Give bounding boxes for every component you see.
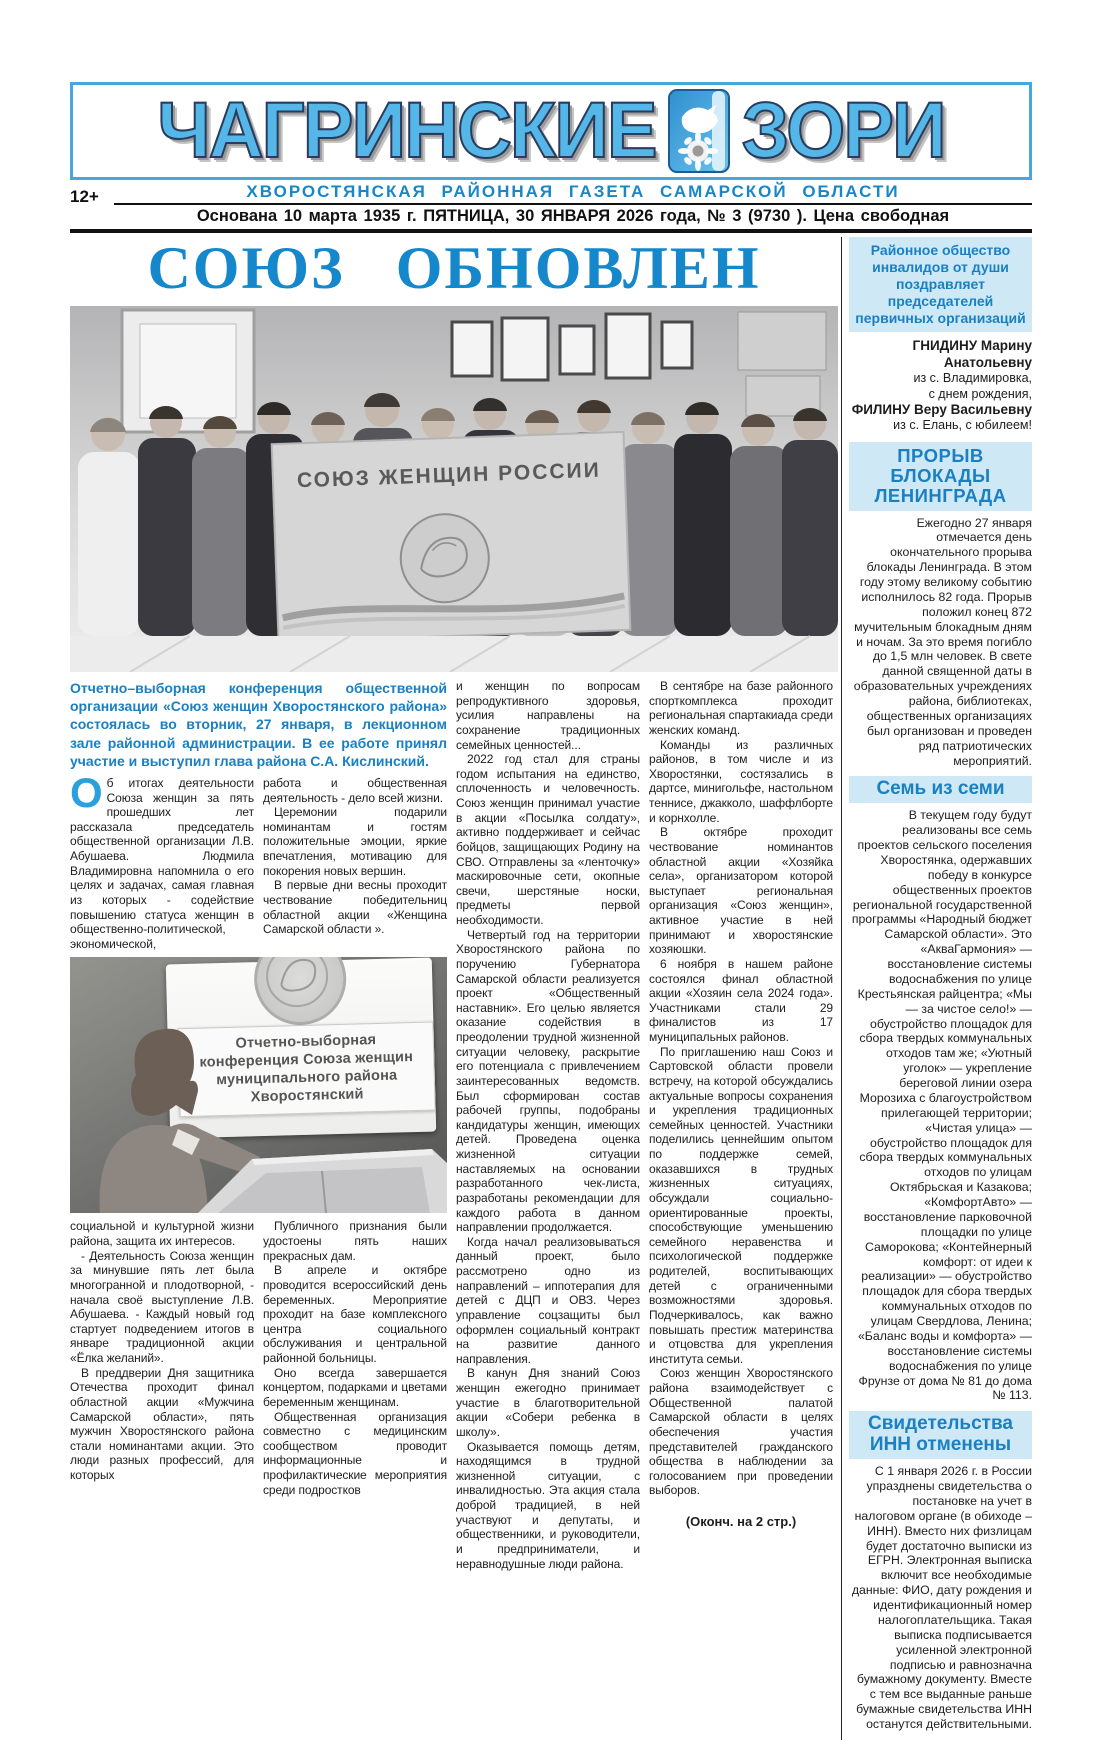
inn-article-body: С 1 января 2026 г. в России упразднены свидетельства о постановке на учет в налоговом органе (в обиходе – ИНН). Вместо них физлицам будет достаточно выписки из ЕГРН. Электронная выписка включит все необходимые данные: ФИО, дату рождения и идентификационный номер налогоплательщика. Такая выписка подписывается усиленной электронной подписью и равнозначна бумажному документу. Вместе с тем все выданные раньше бумажные свидетельства ИНН останутся действительными. — [851, 1464, 1032, 1731]
inn-article-title: Свидетельства ИНН отменены — [849, 1411, 1032, 1459]
dateline: Основана 10 марта 1935 г. ПЯТНИЦА, 30 ЯНВАРЯ 2026 года, № 3 (9730 ). Цена свободная — [196, 207, 950, 225]
article-headline: СОЮЗ ОБНОВЛЕН — [147, 235, 761, 301]
paragraph: По приглашению наш Союз и Сартовской области провели встречу, на которой обсуждались актуальные вопросы сохранения и укрепления традиционных семейных ценностей. Участники поделились ценнейшим опытом по поддержке семей, оказавшихся в трудных жизненных ситуациях, обсуждали социально-ориентированные проекты, способствующие уменьшению семейного неравенства и психологической поддержке родителей, воспитывающих детей с ограниченными возможностями здоровья. Подчеркивалось, как важно повышать престиж материнства и отцовства для укрепления института семьи. — [649, 1044, 833, 1366]
congrats-box-title: Районное общество инвалидов от души поздравляет председателей первичных организаций — [849, 237, 1032, 332]
dropcap: О — [70, 768, 103, 816]
paragraph: В октябре проходит чествование номинантов областной акции «Хозяйка села», организатором которой выступает региональная организация «Союз женщин», активное участие в ней принимают и хворостянские хозяюшки. — [649, 825, 833, 957]
paragraph: б итогах деятельности Союза женщин за пять прошедших лет рассказала председатель общественной организации Л.В. Абушаева. Людмила Владимировна напомнила о его целях и задачах, самая главная из которых - содействие повышению статуса женщин в общественно-политической, экономической, — [70, 775, 254, 951]
congrats-name: ГНИДИНУ Марину Анатольевну — [912, 338, 1032, 370]
newspaper-front-page — [70, 82, 1032, 1740]
column-1-bottom — [70, 1219, 254, 1497]
paragraph: - Деятельность Союза женщин за минувшие пять лет была многогранной и плодотворной, - начала своё выступление Л.В. Абушаева. - Каждый новый год стартует подведением итогов в январе традиционной акции «Ёлка желаний». — [70, 1248, 254, 1366]
seven-article-body: В текущем году будут реализованы все семь проектов сельского поселения Хворостянка, одержавших победу в конкурсе общественных проектов региональной государственной программы «Народный бюджет Самарской области». Это «АкваГармония» — восстановление системы водоснабжения по улице Крестьянская райцентра; «Мы — за чистое село!» — обустройство площадок для сбора твердых коммунальных отходов там же; «Уютный уголок» — укрепление береговой линии озера Морозиха с благоустройством прилегающей территории; «Чистая улица» — обустройство площадок для сбора твердых коммунальных отходов по улицам Октябрьская и Казакова; «КомфортАвто» — восстановление парковочной площадки по улице Саморокова; «Контейнерный комфорт: от идеи к реализации» — обустройство площадок для сбора твердых коммунальных отходов по улицам Свердлова, Ленина; «Баланс воды и комфорта» — восстановление системы водоснабжения по улице Фрунзе от дома № 81 до дома № 113. — [851, 808, 1032, 1403]
masthead-title-right: ЗОРИ — [741, 86, 945, 175]
congrats-detail: из с. Елань, с юбилеем! — [893, 418, 1032, 433]
masthead-title-left: ЧАГРИНСКИЕ — [157, 86, 656, 175]
article-lead: Отчетно–выборная конференция общественной организации «Союз женщин Хворостянского района» состоялась во вторник, 27 января, в лекционном зале районной администрации. В ее работе принял участие и выступил глава района С.А. Кислинский. — [70, 680, 447, 769]
continuation-note: (Оконч. на 2 стр.) — [685, 1514, 797, 1529]
paragraph: 2022 год стал для страны годом испытания на единство, сплоченность и человечность. Союз женщин принимал участие в акции «Посылка солдату», активно поддерживает и сейчас бойцов, защищающих Родину на СВО. Отправлены за «ленточку» маскировочные сети, окопные свечи, шерстяные носки, предметы первой необходимости. — [456, 752, 640, 927]
paragraph: В сентябре на базе районного спорткомплекса проходит региональная спартакиада среди женских команд. — [649, 679, 833, 737]
paragraph: работа и общественная деятельность - дело всей жизни. — [263, 775, 447, 805]
seven-article-title: Семь из семи — [849, 776, 1032, 803]
congrats-list — [849, 338, 1032, 433]
masthead — [70, 82, 1032, 180]
screen-title: Отчетно-выборная конференция Союза женщин муниципального района Хворостянский — [177, 1022, 435, 1117]
congrats-detail: из с. Владимировка, — [913, 371, 1032, 386]
column-1-top — [70, 768, 254, 952]
paragraph: Четвертый год на территории Хворостянского района по поручению Губернатора Самарской области реализуется проект «Общественный наставник». Его целью является оказание содействия в преодолении трудной жизненной ситуации человеку, раскрытие его потенциала с привлечением заинтересованных ведомств. Был сформирован состав рабочей группы, подобраны кандидатуры женщин, имеющих детей. Проведена оценка жизненной ситуации наставляемых на основании разработанного чек-листа, разработаны рекомендации для каждого работа в данном направлении продолжается. — [456, 927, 640, 1235]
paragraph: 6 ноября в нашем районе состоялся финал областной акции «Хозяин села 2024 года». Участниками стали 29 финалистов из 17 муниципальных районов. — [649, 956, 833, 1044]
paragraph: В первые дни весны проходит чествование победительниц областной акции «Женщина Самарской области ». — [263, 878, 447, 937]
paragraph: Когда начал реализовываться данный проект, было рассмотрено одно из направлений – иппотерапия для детей с ДЦП и ОВЗ. Через управление соцзащиты был оформлен социальный контракт на развитие данного направления. — [456, 1234, 640, 1366]
paragraph: В канун Дня знаний Союз женщин ежегодно принимает участие в благотворительной акции «Собери ребенка в школу». — [456, 1366, 640, 1439]
paragraph: В преддверии Дня защитника Отечества проходит финал областной акции «Мужчина Самарской области», пять мужчин Хворостянского района стали номинантами акции. Это люди разных профессий, для которых — [70, 1365, 254, 1483]
blockade-article-title: ПРОРЫВ БЛОКАДЫ ЛЕНИНГРАДА — [849, 442, 1032, 511]
congrats-detail: с днем рождения, — [928, 386, 1032, 401]
paragraph: социальной и культурной жизни района, защита их интересов. — [70, 1219, 254, 1249]
paragraph: В апреле и октябре проводится всероссийский день беременных. Мероприятие проходит на базе комплексного центра социального обслуживания и центральной районной больницы. — [263, 1263, 447, 1366]
gazette-subtitle: ХВОРОСТЯНСКАЯ РАЙОННАЯ ГАЗЕТА САМАРСКОЙ ОБЛАСТИ — [246, 182, 900, 201]
flag-text: СОЮЗ ЖЕНЩИН РОССИИ — [296, 458, 602, 493]
column-2-bottom — [263, 1219, 447, 1497]
paragraph: Оказывается помощь детям, находящимся в трудной жизненной ситуации, с инвалидностью. Эта акция стала доброй традицией, в ней участвуют и депутаты, и общественники, и руководители, и предприниматели, и неравнодушные люди района. — [456, 1439, 640, 1571]
paragraph: и женщин по вопросам репродуктивного здоровья, усилия направлены на сохранение традиционных семейных ценностей... — [456, 679, 640, 752]
group-photo — [70, 306, 838, 672]
paragraph: Оно всегда завершается концертом, подарками и цветами беременным женщинам. — [263, 1365, 447, 1409]
subheader — [70, 182, 1032, 226]
paragraph: Церемонии подарили номинантам и гостям положительные эмоции, яркие впечатления, мотивацию для покорения новых вершин. — [263, 805, 447, 878]
main-article — [70, 237, 838, 1740]
sidebar — [841, 237, 1032, 1740]
paragraph: Союз женщин Хворостянского района взаимодействует с Общественной палатой Самарской области в целях обеспечения участия представителей гражданского общества в наблюдении за голосованием при проведении выборов. — [649, 1366, 833, 1498]
paragraph: Публичного признания были удостоены пять наших прекрасных дам. — [263, 1219, 447, 1263]
column-2-top — [263, 776, 447, 952]
dove-sunflower-shield-icon — [668, 89, 730, 173]
flag — [272, 432, 631, 642]
congrats-name: ФИЛИНУ Веру Васильевну — [851, 401, 1032, 417]
column-4 — [649, 679, 833, 1571]
paragraph: Команды из различных районов, в том числе и из Хворостянки, состязались в дартсе, минигольфе, настольном теннисе, джакколо, шаффлборте и корнхолле. — [649, 737, 833, 825]
age-rating-badge: 12+ — [70, 187, 99, 206]
conference-photo — [70, 957, 447, 1213]
paragraph: Общественная организация совместно с медицинским сообществом проводит информационные и профилактические мероприятия среди подростков — [263, 1409, 447, 1497]
divider — [114, 203, 1032, 205]
blockade-article-body: Ежегодно 27 января отмечается день окончательного прорыва блокады Ленинграда. В этом году этому великому событию исполнилось 82 года. Прорыв положил конец 872 мучительным блокадным дням и ночам. За это время погибло до 1,5 млн человек. В свете данной священной даты в образовательных учреждениях района, библиотеках, общественных организациях был организован и проведен ряд патриотических мероприятий. — [853, 515, 1032, 768]
divider — [70, 229, 1032, 233]
column-3 — [456, 679, 640, 1571]
